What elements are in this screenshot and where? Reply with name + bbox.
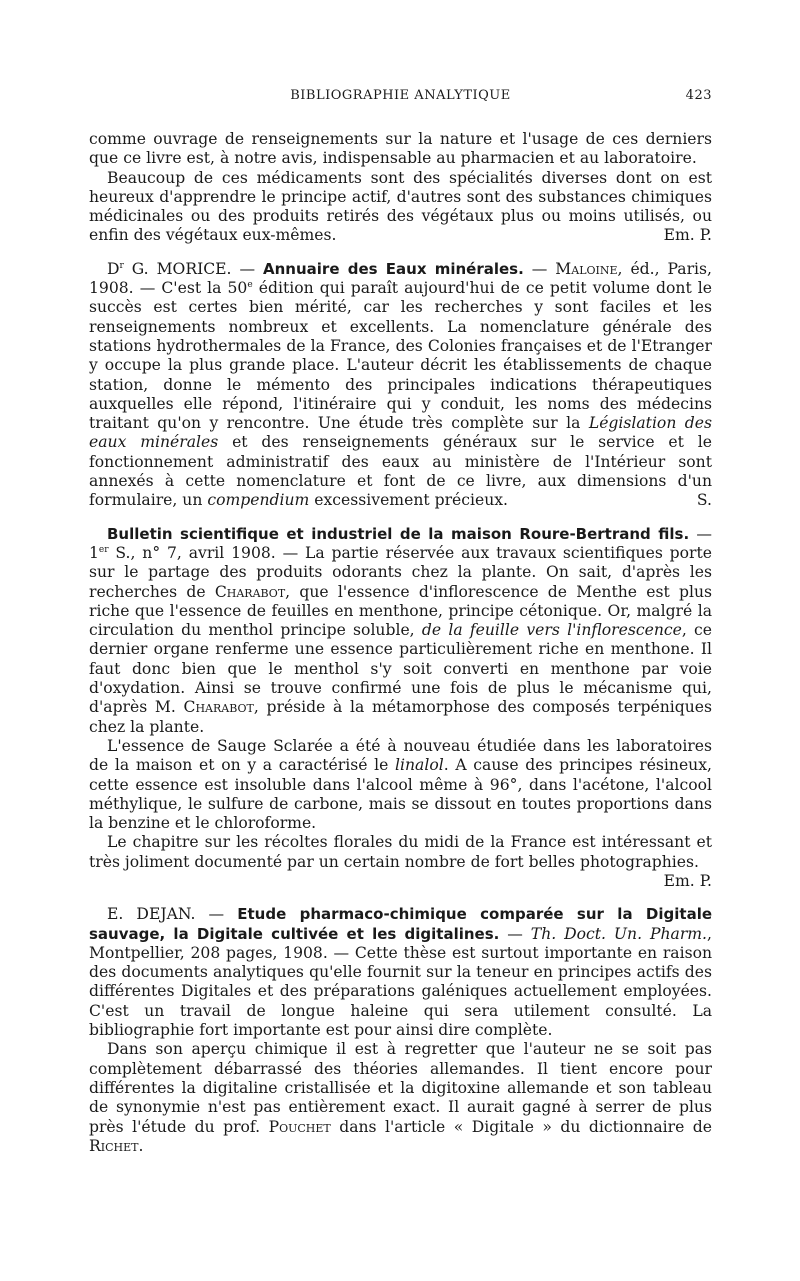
review-entry-roure-bertrand bbox=[89, 525, 712, 892]
review-entry-morice bbox=[89, 260, 712, 511]
page bbox=[89, 84, 712, 1156]
review-entry-dejan bbox=[89, 905, 712, 1156]
paragraph: Bulletin scientifique et industriel de la maison Roure-Bertrand fils. — 1er S., n° 7, avril 1908. — La partie réservée aux travaux scientifiques porte sur le partage des produits odorants chez la plante. On sait, d'après les recherches de Charabot, que l'essence d'inflorescence de Menthe est plus riche que l'essence de feuilles en menthone, principe cétonique. Or, malgré la circulation du menthol principe soluble, de la feuille vers l'inflorescence, ce dernier organe renferme une essence particulièrement riche en menthone. Il faut donc bien que le menthol s'y soit converti en menthone par voie d'oxydation. Ainsi se trouve confirmé une fois de plus le mécanisme qui, d'après M. Charabot, préside à la métamorphose des composés terpéniques chez la plante. bbox=[89, 524, 713, 736]
review-title: Annuaire des Eaux minérales. bbox=[263, 259, 524, 278]
paragraph: L'essence de Sauge Sclarée a été à nouveau étudiée dans les laboratoires de la maison et on y a caractérisé le linalol. A cause des principes résineux, cette essence est insoluble dans l'alcool même à 96°, dans l'acétone, l'alcool méthylique, le sulfure de carbone, mais se dissout en toutes proportions dans la benzine et le chloroforme. bbox=[89, 736, 712, 833]
paragraph: Beaucoup de ces médicaments sont des spécialités diverses dont on est heureux d'apprendre le principe actif, d'autres sont des substances chimiques médicinales ou des produits retirés des végétaux plus ou moins utilisés, ou enfin des végétaux eux-mêmes. Em. P. bbox=[89, 168, 712, 245]
review-entry-continued bbox=[89, 130, 712, 246]
page-body bbox=[89, 130, 712, 1156]
paragraph: E. DEJAN. — Etude pharmaco-chimique comparée sur la Digitale sauvage, la Digitale cultivée et les digitalines. — Th. Doct. Un. Pharm., Montpellier, 208 pages, 1908. — Cette thèse est surtout importante en raison des documents analytiques qu'elle fournit sur la teneur en principes actifs des différentes Digitales et des préparations galéniques actuellement employées. C'est un travail de longue haleine qui sera utilement consulté. La bibliographie fort importante est pour ainsi dire complète. bbox=[89, 905, 713, 1040]
reviewer-signature: Em. P. bbox=[663, 871, 712, 890]
paragraph: Dans son aperçu chimique il est à regretter que l'auteur ne se soit pas complètement débarrassé des théories allemandes. Il tient encore pour différentes la digitaline cristallisée et la digitoxine allemande et son tableau de synonymie n'est pas entièrement exact. Il aurait gagné à serrer de plus près l'étude du prof. Pouchet dans l'article « Digitale » du dictionnaire de Richet. bbox=[89, 1040, 712, 1155]
paragraph: Le chapitre sur les récoltes florales du midi de la France est intéressant et très joliment documenté par un certain nombre de fort belles photographies. bbox=[89, 833, 712, 871]
paragraph: comme ouvrage de renseignements sur la nature et l'usage de ces derniers que ce livre est, à notre avis, indispensable au pharmacien et au laboratoire. bbox=[89, 130, 712, 168]
running-header bbox=[89, 84, 712, 110]
review-title: Etude pharmaco-chimique comparée sur la Digitale sauvage, la Digitale cultivée et les digitalines. bbox=[89, 905, 713, 943]
reviewer-signature: Em. P. bbox=[663, 226, 712, 245]
review-title: Bulletin scientifique et industriel de la maison Roure-Bertrand fils. bbox=[107, 524, 690, 543]
paragraph: $D^r$ G. MORICE. — Annuaire des Eaux minérales. — Maloine, éd., Paris, 1908. — C'est la 50e édition qui paraît aujourd'hui de ce petit volume dont le succès est certes bien mérité, car les recherches y sont faciles et les renseignements nombreux et excellents. La nomenclature générale des stations hydrothermales de la France, des Colonies françaises et de l'Etranger y occupe la plus grande place. L'auteur décrit les établissements de chaque station, donne le mémento des principales indications thérapeutiques auxquelles elle répond, l'itinéraire qui y conduit, les noms des médecins traitant qu'on y rencontre. Une étude très complète sur la Législation des eaux minérales et des renseignements généraux sur le service et le fonctionnement administratif des eaux au ministère de l'Intérieur sont annexés à cette nomenclature et font de ce livre, aux dimensions d'un formulaire, un compendium excessivement précieux. S. bbox=[89, 259, 713, 510]
reviewer-signature: S. bbox=[696, 491, 712, 510]
author: $D^r$ G. MORICE. — bbox=[107, 259, 264, 278]
page-number: 423 bbox=[685, 88, 712, 103]
author: E. DEJAN. — bbox=[107, 905, 238, 924]
publisher: Maloine bbox=[555, 259, 618, 278]
header-title: BIBLIOGRAPHIE ANALYTIQUE bbox=[290, 88, 511, 103]
